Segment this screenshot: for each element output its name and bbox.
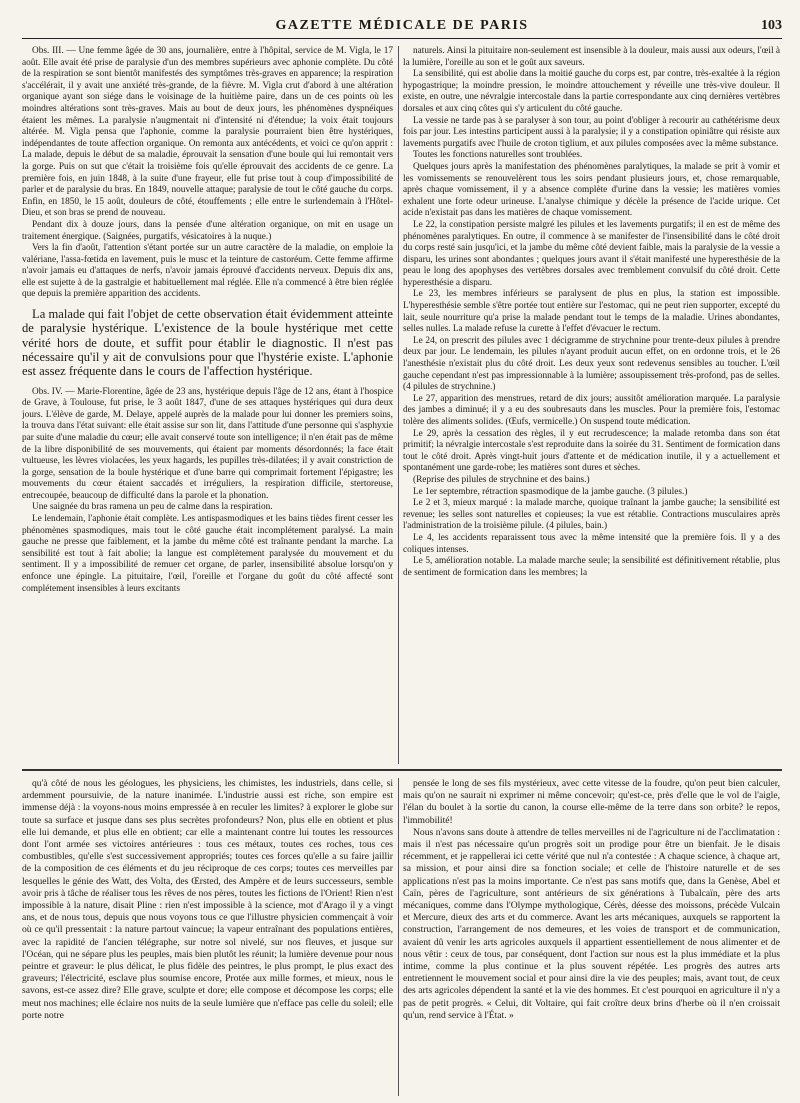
column-divider [398, 46, 399, 764]
paragraph: Quelques jours après la manifestation des phénomènes paralytiques, la malade se prit à vomir et les vomissements se renouvelèrent tous les soirs pendant plusieurs jours, et, chose remarquable, après chaque vomissement, il y a absence complète d'urine dans la vessie; les matières vomies exhalent une forte odeur urineuse. L'analyse chimique y décèle la présence de l'acide urique. Cet acide n'existait pas dans les matières de chaque vomissement. [403, 161, 780, 219]
paragraph: qu'à côté de nous les géologues, les physiciens, les chimistes, les industriels, dans celle, si ardemment poursuivie, de la nature inanimée. L'industrie aussi est riche, son empire est immense déjà : la voyons-nous moins empressée à en reculer les limites? à explorer le globe sur toute sa surface et jusque dans ses plus secrètes profondeurs? Non, plus elle en obtient et plus elle lui demande, et plus elle en obtient; car elle a maintenant contre lui toutes les ressources dont l'ont armée ses victoires antérieures : tous ces métaux, toutes ces roches, tous ces combustibles, qu'elle s'est successivement appropriés; toutes ces forces qu'elle a su faire jaillir de la composition de ces éléments et du jeu réciproque de ces corps; toutes ces merveilles par lesquelles le génie des Watt, des Volta, des Œrsted, des Ampère et de leurs successeurs, semble avoir pris à tâche de réaliser tous les rêves de nos pères, toutes les fictions de l'Orient! Rien n'est impossible à la nature, disait Pline : rien n'est impossible à la science, mot d'Arago il y a vingt ans, et de nous tous, depuis que nous voyons tous ce que l'illustre physicien commençait à voir où ce qu'il pressentait : la nature partout vaincue; la vapeur entraînant des populations entières, avec la rapidité de l'ancien télégraphe, sur notre sol nivelé, sur nos fleuves, et jusque sur l'Océan, qui ne sépare plus les peuples, mais bien plutôt les réunit; la lumière devenue pour nous peintre et graveur: le plus délicat, le plus fidèle des peintres, le plus prompt, le plus exact des graveurs; l'électricité, esclave plus soumise encore, Protée aux mille formes, et mieux, nous le savons, est-ce assez dire? Elle grave, sculpte et dore; elle compose et décompose les corps; elle meut nos machines; elle éclaire nos nuits de la seule lumière que n'efface pas celle du soleil; elle porte notre [22, 778, 393, 1021]
paragraph: Pendant dix à douze jours, dans la pensée d'une altération organique, on mit en usage un traitement énergique. (Saignées, purgatifs, vésicatoires à la nuque.) [22, 219, 393, 242]
column-bottom-left [22, 778, 393, 1096]
paragraph: (Reprise des pilules de strychnine et des bains.) [413, 474, 590, 485]
section-divider [22, 769, 782, 771]
column-divider [398, 778, 399, 1096]
journal-title: GAZETTE MÉDICALE DE PARIS [275, 18, 529, 33]
page-header [22, 18, 782, 39]
paragraph: La vessie ne tarde pas à se paralyser à son tour, au point d'obliger à recourir au cathétérisme deux fois par jour. Les intestins participent aussi à la paralysie; il y a constipation opiniâtre qui résiste aux lavements purgatifs avec l'huile de croton tiglium, et aux pilules composées avec la même substance. [403, 115, 780, 149]
paragraph: Obs. III. — Une femme âgée de 30 ans, journalière, entre à l'hôpital, service de M. Vigla, le 17 août. Elle avait été prise de paralysie d'un des membres supérieurs avec aphonie complète. Du côté de la respiration se sont bientôt manifestés des symptômes très-graves en apparence; la respiration s'accélérait, il y avait une anxiété très-grande, de la fièvre. M. Vigla crut d'abord à une altération organique ayant son siége dans le voisinage de la huitième paire, dans un de ces points où les moindres altérations sont très-graves. Mais au bout de deux jours, les phénomènes dyspnéiques étaient les mêmes. La paralysie n'augmentait ni d'intensité ni d'étendue; la voix était toujours altérée. M. Vigla pensa que l'aphonie, comme la paralysie pourraient bien être hystériques, indépendantes de toute affection organique. On remonta aux antécédents, et voici ce qu'on apprit : La malade, depuis le début de sa maladie, éprouvait la sensation d'une boule qui lui remontait vers la gorge. Puis on sut que c'était la troisième fois qu'elle éprouvait des accidents de ce genre. La première fois, en juin 1848, à la suite d'une frayeur, elle fut prise tout à coup d'impossibilité de parler et de paralysie du bras. En 1849, nouvelle attaque; paralysie de tout le côté gauche du corps. Enfin, en 1850, le 15 août, douleurs de côté, étouffements ; elle entre le surlendemain à l'Hôtel-Dieu, et son bras se prend de nouveau. [22, 46, 393, 219]
column-top-right [403, 46, 780, 764]
paragraph: pensée le long de ses fils mystérieux, avec cette vitesse de la foudre, qu'on peut bien calculer, mais qu'on ne saurait ni exprimer ni même concevoir; qu'est-ce, près d'elle que le vol de l'aigle, l'élan du boulet à la sortie du canon, la course elle-même de la terre dans son orbite? le repos, l'immobilité! [403, 778, 780, 826]
paragraph: Le 29, après la cessation des règles, il y eut recrudescence; la malade retomba dans son état primitif; la névralgie intercostale s'est reproduite dans la soirée du 31. Sentiment de formication dans tout le côté droit. Après vingt-huit jours d'attente et de médication inutile, il y a actuellement et spontanément une garde-robe; les matières sont dures et sèches. [403, 428, 780, 474]
paragraph: Vers la fin d'août, l'attention s'étant portée sur un autre caractère de la maladie, on emploie la valériane, l'assa-fœtida en lavement, puis le musc et la teinture de castoréum. Cette femme affirme n'avoir jamais eu d'attaques de nerfs, n'avoir jamais éprouvé d'accidents nerveux. Depuis dix ans, elle est sujette à de la gastralgie et habituellement mal réglée. Elle n'a commencé à être bien réglée que depuis la première apparition des accidents. [22, 243, 393, 300]
paragraph: Le 22, la constipation persiste malgré les pilules et les lavements purgatifs; il en est de même des phénomènes paralytiques. En outre, il commence à se manifester de l'insensibilité dans le côté droit du corps resté sain jusqu'ici, et la jambe du même côté devient faible, mais la paralysie de la vessie a disparu, les urines sont abondantes ; quelques jours avant il s'était manifesté une hyperesthésie de la peau le long des apophyses des vertèbres dorsales avec tremblement convulsif du côté droit. Cette hyperesthésie a disparu. [403, 219, 780, 288]
paragraph-commentary: La malade qui fait l'objet de cette observation était évidemment atteinte de paralysie hystérique. L'existence de la boule hystérique met cette vérité hors de doute, et suffit pour établir le diagnostic. Il n'est pas nécessaire qu'il y ait de convulsions pour que l'hystérie existe. L'aphonie est assez fréquente dans le cours de l'affection hystérique. [22, 307, 393, 379]
paragraph: La sensibilité, qui est abolie dans la moitié gauche du corps est, par contre, très-exaltée à la région hypogastrique; la moindre pression, le moindre attouchement y réveille une très-vive douleur. Il existe, en outre, une névralgie intercostale dans la partie correspondante aux cinq dernières vertèbres dorsales et aux cinq côtes qui s'y articulent du côté gauche. [403, 69, 780, 114]
paragraph: Le 23, les membres inférieurs se paralysent de plus en plus, la station est impossible. L'hyperesthésie semble s'être portée tout entière sur l'estomac, qui ne peut rien supporter, excepté du lait, seule nourriture qu'a prise la malade pendant tout le temps de la maladie. Urines abondantes, selles nulles. La malade refuse la curette à l'effet d'évacuer le rectum. [403, 289, 780, 335]
page-number: 103 [761, 18, 782, 33]
paragraph: Le lendemain, l'aphonie était complète. Les antispasmodiques et les bains tièdes firent cesser les phénomènes spasmodiques, mais tout le côté gauche était incomplétement paralysé. La main gauche ne presse que faiblement, et la jambe du même côté est traînante pendant la marche. La sensibilité est tout à fait abolie; la langue est complètement paralysée du mouvement et du sentiment. Il y a impossibilité de remuer cet organe, de parler, insensibilité absolue lorsqu'on y enfonce une épingle. La pituitaire, l'œil, l'oreille et l'organe du goût du côté affecté sont complétement insensibles à leurs excitants [22, 514, 393, 594]
paragraph: Le 5, amélioration notable. La malade marche seule; la sensibilité est définitivement rétablie, plus de sentiment de formication dans les membres; la [403, 556, 780, 578]
paragraph: Une saignée du bras ramena un peu de calme dans la respiration. [32, 502, 273, 513]
paragraph: Obs. IV. — Marie-Florentine, âgée de 23 ans, hystérique depuis l'âge de 12 ans, étant à l'hospice de Grave, à Toulouse, fut prise, le 3 août 1847, d'une de ses attaques hystériques qui dura deux jours. L'élève de garde, M. Delaye, appelé auprès de la malade pour lui donner les premiers soins, la trouva dans l'état suivant: elle était assise sur son lit, dans l'attitude d'une personne qui s'asphyxie par suite d'une maladie du cœur; elle avait conservé toute son intelligence; il n'en était pas de même de la libre disponibilité de ses mouvements, qui étaient par moments désordonnés; la face était vultueuse, les lèvres violacées, les yeux hagards, les pupilles très-dilatées; il y avait constriction de la gorge, sensation de la boule hystérique et d'une barre qui comprimait fortement l'épigastre; les mouvements du cœur étaient saccadés et irréguliers, la respiration difficile, stertoreuse, entrecoupée, beaucoup de difficulté dans la parole et la phonation. [22, 386, 393, 501]
paragraph: Le 27, apparition des menstrues, retard de dix jours; aussitôt amélioration marquée. La paralysie des jambes a diminué; il y a eu des soubresauts dans les muscles. Pour la première fois, l'estomac tolère des aliments solides. (Œufs, vermicelle.) On suspend toute médication. [403, 393, 780, 427]
paragraph: Nous n'avons sans doute à attendre de telles merveilles ni de l'agriculture ni de l'acclimatation : mais il n'est pas nécessaire qu'un progrès soit un prodige pour être un bienfait. Je le disais récemment, et je rappellerai ici cette vérité que nul n'a contestée : A chaque science, à chaque art, sa mission, et pour ainsi dire sa fonction sociale; et celle de l'histoire naturelle et de ses applications n'est pas la moins importante. Ce n'est pas sans motifs que, dans la Genèse, Abel et Caïn, pères de l'agriculture, sont antérieurs de six générations à Tubalcaïn, père des arts mécaniques, comme dans l'Olympe mythologique, Cérès, déesse des moissons, précède Vulcain et Mercure, dieux des arts et du commerce. Avant les arts mécaniques, auxquels se rapportent la construction, l'arrangement de nos demeures, et les voies de transport et de communication, avaient dû venir les arts agricoles auxquels il appartient essentiellement de nous alimenter et de nous vêtir : ceux de tous, par conséquent, dont l'action sur nous est la plus immédiate et la plus intime, comme la plus continue et la plus souvent répétée. Les progrès des autres arts entretiennent le mouvement social et pour ainsi dire la vie des peuples; mais, avant tout, de ceux des arts agricoles dépendent la santé et la vie des hommes. Et c'est pourquoi en agriculture il n'y a pas de petit progrès. « Celui, dit Voltaire, qui fait croître deux brins d'herbe où il n'en croissait qu'un, rend service à l'État. » [403, 826, 780, 1021]
column-top-left [22, 46, 393, 764]
paragraph: Le 24, on prescrit des pilules avec 1 décigramme de strychnine pour trente-deux pilules à prendre deux par jour. Le lendemain, les pilules n'ayant produit aucun effet, on en ordonne trois, et le 26 l'anesthésie n'existait plus du côté droit. Les deux yeux sont redevenus sensibles au toucher. L'œil gauche cependant n'est pas impressionnable à la lumière; assoupissement très-profond, pas de selles. (4 pilules de strychnine.) [403, 335, 780, 393]
paragraph: Le 2 et 3, mieux marqué : la malade marche, quoique traînant la jambe gauche; la sensibilité est revenue; les selles sont naturelles et copieuses; la vue est rétablie. Contractions musculaires après l'administration de la troisième pilule. (4 pilules, bain.) [403, 498, 780, 532]
paragraph: naturels. Ainsi la pituitaire non-seulement est insensible à la douleur, mais aussi aux odeurs, l'œil à la lumière, l'oreille au son et le goût aux saveurs. [403, 46, 780, 68]
column-bottom-right [403, 778, 780, 1096]
paragraph: Le 4, les accidents reparaissent tous avec la même intensité que la première fois. Il y a des coliques intenses. [403, 532, 780, 555]
paragraph: Le 1er septembre, rétraction spasmodique de la jambe gauche. (3 pilules.) [413, 486, 688, 497]
paragraph: Toutes les fonctions naturelles sont troublées. [413, 150, 583, 161]
